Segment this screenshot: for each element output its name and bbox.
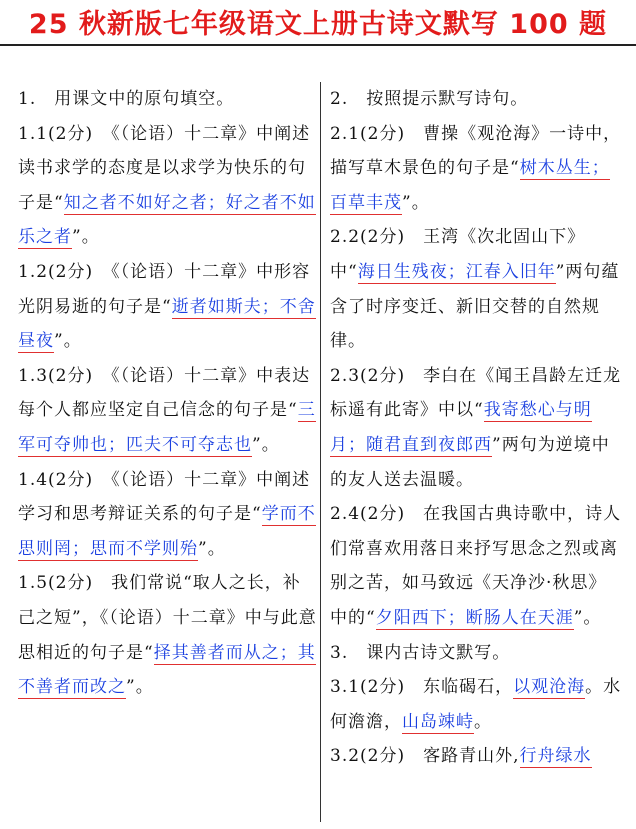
left-column [18,82,318,705]
answer-text: 行舟绿水 [519,746,592,767]
page-title: 25 秋新版七年级语文上册古诗文默写 100 题 [28,9,608,40]
question-text-end: ”。 [198,538,226,559]
question-text: 1.3(2分) 《（论语）十二章》中表达每个人都应坚定自己信念的句子是“ [18,365,311,421]
question-1-2 [18,255,318,359]
answer-text: 山岛竦峙 [402,711,474,732]
title-rule [0,44,636,46]
question-1-5 [18,566,318,704]
question-text-end: ”两句蕴含了时序变迁、新旧交替的自然规律。 [330,261,620,352]
question-1-4 [18,463,318,567]
answer-text: 海日生残夜；江春入旧年 [357,261,556,282]
question-text: 2.2(2分) 王湾《次北固山下》中“ [330,227,586,282]
question-text: 1.2(2分) 《（论语）十二章》中形容光阴易逝的句子是“ [18,261,311,317]
answer-text: 知之者不如好之者；好之者不如乐之者 [18,192,316,248]
section-heading-2 [330,82,622,117]
question-text: 1. 用课文中的原句填空。 [18,89,235,109]
question-3-2 [330,739,622,774]
question-text: 1.1(2分) 《（论语）十二章》中阐述读书求学的态度是以求学为快乐的句子是“ [18,123,311,213]
question-text-end: ”。 [126,677,154,698]
question-text-end: 。 [474,711,492,732]
question-2-4 [330,497,622,635]
question-3-1 [330,670,622,739]
answer-text: 学而不思则罔；思而不学则殆 [18,504,316,559]
question-2-3 [330,359,622,497]
answer-text: 夕阳西下；断肠人在天涯 [375,607,574,628]
question-text-mid: 。水何澹澹， [330,677,622,732]
question-text: 2.4(2分) 在我国古典诗歌中，诗人们常喜欢用落日来抒写思念之烈或离别之苦，如马致远《天净沙·秋思》中的“ [330,504,622,628]
right-column [330,82,622,774]
answer-text: 以观沧海 [513,677,586,698]
question-1-1 [18,117,318,255]
answer-text: 择其善者而从之；其不善者而改之 [18,642,316,698]
question-text-end: ”。 [54,331,82,352]
question-text: 2. 按照提示默写诗句。 [330,89,529,109]
question-text-end: ”。 [252,434,280,455]
answer-text: 树木丛生；百草丰茂 [330,158,610,213]
question-text-end: ”两句为逆境中的友人送去温暖。 [330,434,610,490]
question-text: 3.1(2分) 东临碣石， [330,677,514,698]
answer-text: 我寄愁心与明月；随君直到夜郎西 [330,400,592,455]
section-heading-3 [330,636,622,671]
column-divider [320,82,321,822]
answer-text: 逝者如斯夫；不舍昼夜 [18,296,316,352]
question-1-3 [18,359,318,463]
question-text: 3.2(2分) 客路青山外, [330,746,520,767]
question-2-2 [330,220,622,358]
question-text: 2.1(2分) 曹操《观沧海》一诗中，描写草木景色的句子是“ [330,123,622,179]
question-text-end: ”。 [402,192,430,213]
question-2-1 [330,117,622,221]
section-heading-1 [18,82,318,117]
header [0,0,636,46]
question-text-end: ”。 [573,607,602,628]
question-text: 1.4(2分) 《（论语）十二章》中阐述学习和思考辩证关系的句子是“ [18,469,311,525]
question-text-end: ”。 [72,227,100,248]
answer-text: 三军可夺帅也；匹夫不可夺志也 [18,400,316,455]
question-text: 1.5(2分) 我们常说“取人之长，补己之短”，《（论语）十二章》中与此意思相近的句子是“ [18,573,317,663]
question-text: 2.3(2分) 李白在《闻王昌龄左迁龙标遥有此寄》中以“ [330,365,622,421]
question-text: 3. 课内古诗文默写。 [330,642,511,663]
